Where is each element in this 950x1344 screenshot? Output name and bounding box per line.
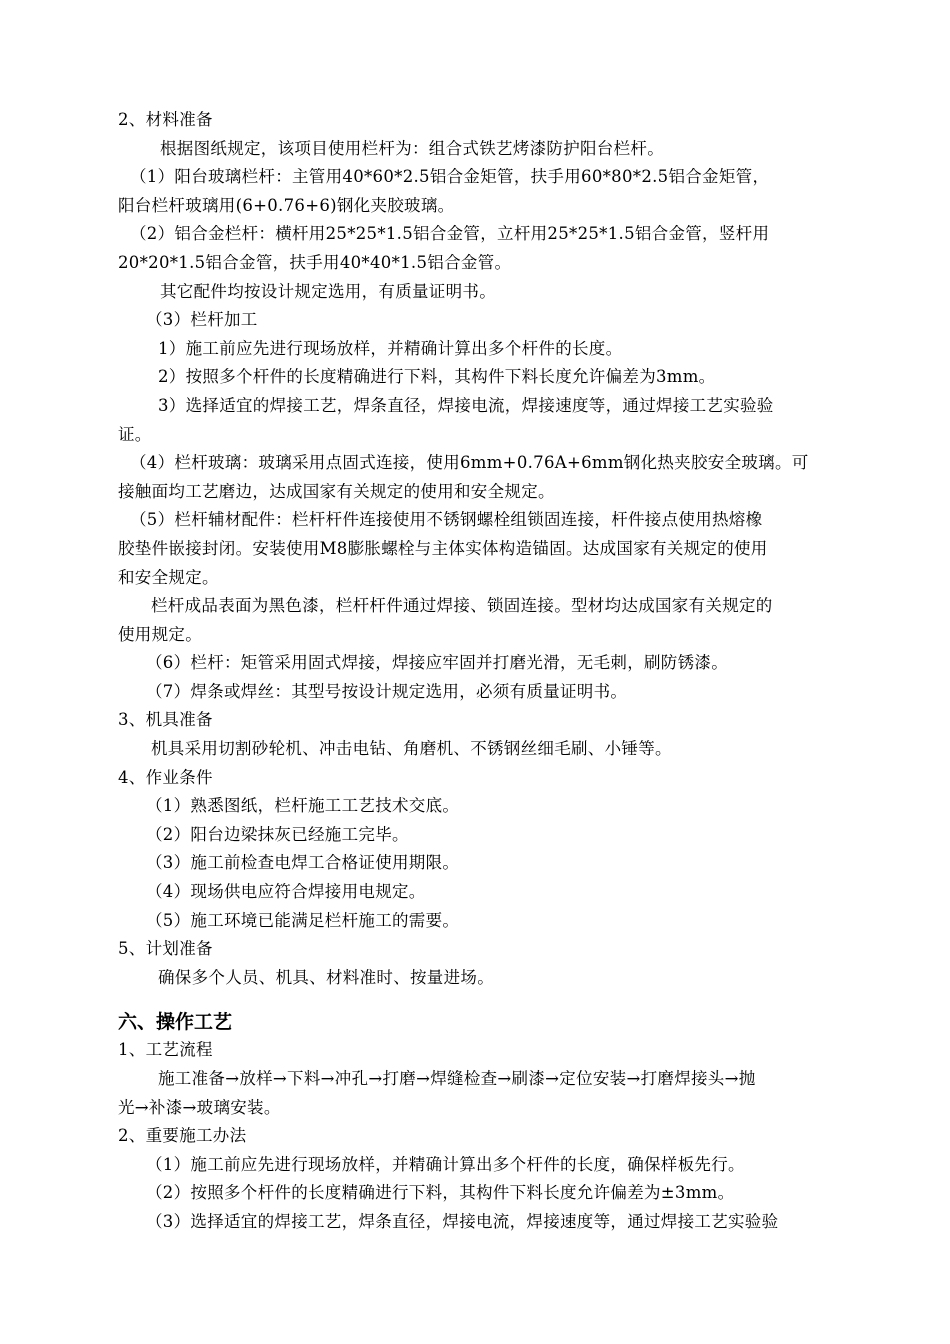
text-line: 5、计划准备	[118, 939, 213, 959]
text-line: 1）施工前应先进行现场放样，并精确计算出多个杆件的长度。	[158, 338, 623, 358]
text-line: （6）栏杆：矩管采用固式焊接，焊接应牢固并打磨光滑，无毛刺，刷防锈漆。	[146, 653, 728, 673]
text-line: 栏杆成品表面为黑色漆，栏杆杆件通过焊接、锁固连接。型材均达成国家有关规定的	[151, 596, 773, 616]
text-line: （1）阳台玻璃栏杆：主管用40*60*2.5铝合金矩管，扶手用60*80*2.5铝合金矩管，	[130, 167, 770, 187]
text-line: （5）栏杆辅材配件：栏杆杆件连接使用不锈钢螺栓组锁固连接，杆件接点使用热熔橡	[130, 510, 763, 530]
text-line: （2）铝合金栏杆：横杆用25*25*1.5铝合金管，立杆用25*25*1.5铝合金管，竖杆用	[130, 224, 770, 244]
text-line: 施工准备→放样→下料→冲孔→打磨→焊缝检查→刷漆→定位安装→打磨焊接头→抛	[158, 1069, 756, 1088]
text-line: （3）选择适宜的焊接工艺，焊条直径，焊接电流，焊接速度等，通过焊接工艺实验验	[146, 1211, 779, 1231]
text-line: 光→补漆→玻璃安装。	[118, 1097, 281, 1117]
text-line: （1）施工前应先进行现场放样，并精确计算出多个杆件的长度，确保样板先行。	[146, 1154, 745, 1174]
text-line: 4、作业条件	[118, 767, 213, 787]
text-line: 20*20*1.5铝合金管，扶手用40*40*1.5铝合金管。	[118, 252, 512, 272]
text-line: 其它配件均按设计规定选用，有质量证明书。	[160, 281, 496, 301]
text-line: 3）选择适宜的焊接工艺，焊条直径，焊接电流，焊接速度等，通过焊接工艺实验验	[158, 395, 774, 415]
text-line: （2）阳台边梁抹灰已经施工完毕。	[146, 824, 409, 844]
text-line: 2、材料准备	[118, 110, 213, 129]
text-line: （2）按照多个杆件的长度精确进行下料，其构件下料长度允许偏差为±3mm。	[146, 1183, 735, 1203]
section-title: 六、操作工艺	[118, 1011, 233, 1034]
text-line: （5）施工环境已能满足栏杆施工的需要。	[146, 910, 460, 930]
text-line: （1）熟悉图纸，栏杆施工工艺技术交底。	[146, 796, 460, 816]
text-line: 机具采用切割砂轮机、冲击电钻、角磨机、不锈钢丝细毛刷、小锤等。	[151, 739, 672, 759]
text-line: 2、重要施工办法	[118, 1126, 247, 1146]
text-line: 2）按照多个杆件的长度精确进行下料，其构件下料长度允许偏差为3mm。	[158, 367, 716, 387]
text-line: 接触面均工艺磨边，达成国家有关规定的使用和安全规定。	[118, 481, 555, 501]
text-line: 阳台栏杆玻璃用(6+0.76+6)钢化夹胶玻璃。	[118, 195, 455, 215]
text-line: 根据图纸规定，该项目使用栏杆为：组合式铁艺烤漆防护阳台栏杆。	[160, 138, 664, 158]
text-line: 确保多个人员、机具、材料准时、按量进场。	[158, 967, 494, 987]
text-line: 证。	[118, 424, 152, 444]
materials-section	[118, 106, 870, 992]
document-page	[118, 106, 870, 1237]
operation-section	[118, 1036, 870, 1236]
text-line: （7）焊条或焊丝：其型号按设计规定选用，必须有质量证明书。	[146, 681, 628, 701]
text-line: 使用规定。	[118, 624, 202, 644]
text-line: （4）栏杆玻璃：玻璃采用点固式连接，使用6mm+0.76A+6mm钢化热夹胶安全玻璃。可	[130, 453, 809, 473]
text-line: 胶垫件嵌接封闭。安装使用M8膨胀螺栓与主体实体构造锚固。达成国家有关规定的使用	[118, 538, 768, 558]
text-line: 和安全规定。	[118, 567, 219, 587]
text-line: （3）栏杆加工	[146, 310, 258, 330]
text-line: （4）现场供电应符合焊接用电规定。	[146, 882, 426, 902]
text-line: 3、机具准备	[118, 710, 213, 730]
text-line: （3）施工前检查电焊工合格证使用期限。	[146, 853, 460, 873]
text-line: 1、工艺流程	[118, 1040, 213, 1060]
